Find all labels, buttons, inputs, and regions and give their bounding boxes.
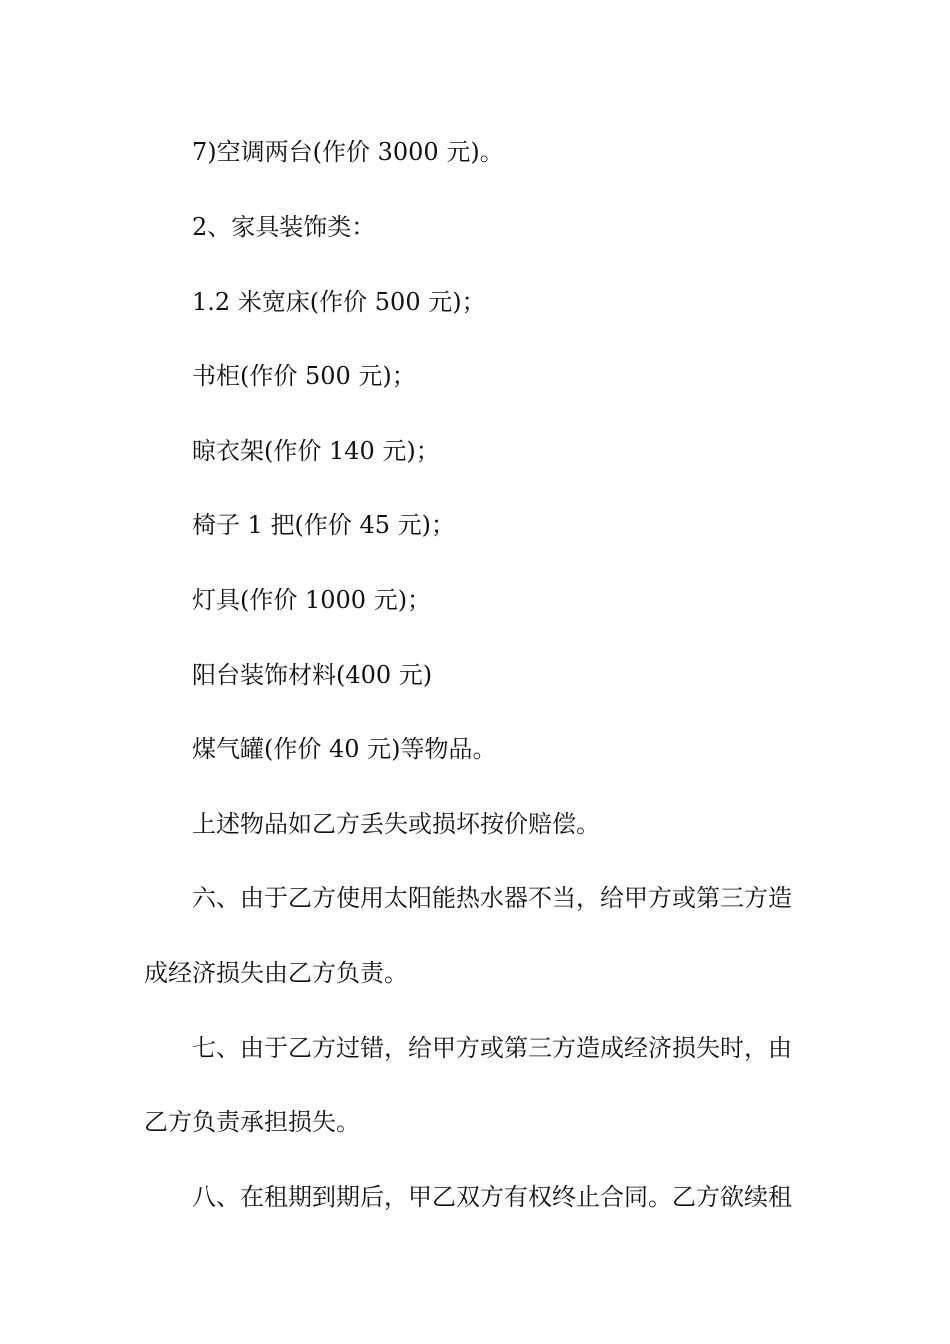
item-bed: 1.2 米宽床(作价 500 元)； [192, 288, 486, 316]
item-chair: 椅子 1 把(作价 45 元)； [192, 511, 456, 539]
item-balcony-materials: 阳台装饰材料(400 元) [192, 661, 433, 689]
clause-six-line-1: 六、由于乙方使用太阳能热水器不当，给甲方或第三方造 [192, 884, 792, 912]
section-furniture-heading: 2、家具装饰类： [192, 213, 376, 241]
clause-eight-line-1: 八、在租期到期后，甲乙双方有权终止合同。乙方欲续租 [192, 1183, 792, 1211]
paragraph-compensation: 上述物品如乙方丢失或损坏按价赔偿。 [192, 810, 600, 838]
item-air-conditioner: 7)空调两台(作价 3000 元)。 [192, 138, 504, 166]
item-bookcase: 书柜(作价 500 元)； [192, 362, 416, 390]
item-lamps: 灯具(作价 1000 元)； [192, 586, 432, 614]
clause-seven-line-1: 七、由于乙方过错，给甲方或第三方造成经济损失时，由 [192, 1034, 792, 1062]
clause-seven-line-2: 乙方负责承担损失。 [144, 1108, 360, 1136]
item-clothes-rack: 晾衣架(作价 140 元)； [192, 437, 440, 465]
item-gas-tank: 煤气罐(作价 40 元)等物品。 [192, 735, 497, 763]
clause-six-line-2: 成经济损失由乙方负责。 [144, 959, 408, 987]
